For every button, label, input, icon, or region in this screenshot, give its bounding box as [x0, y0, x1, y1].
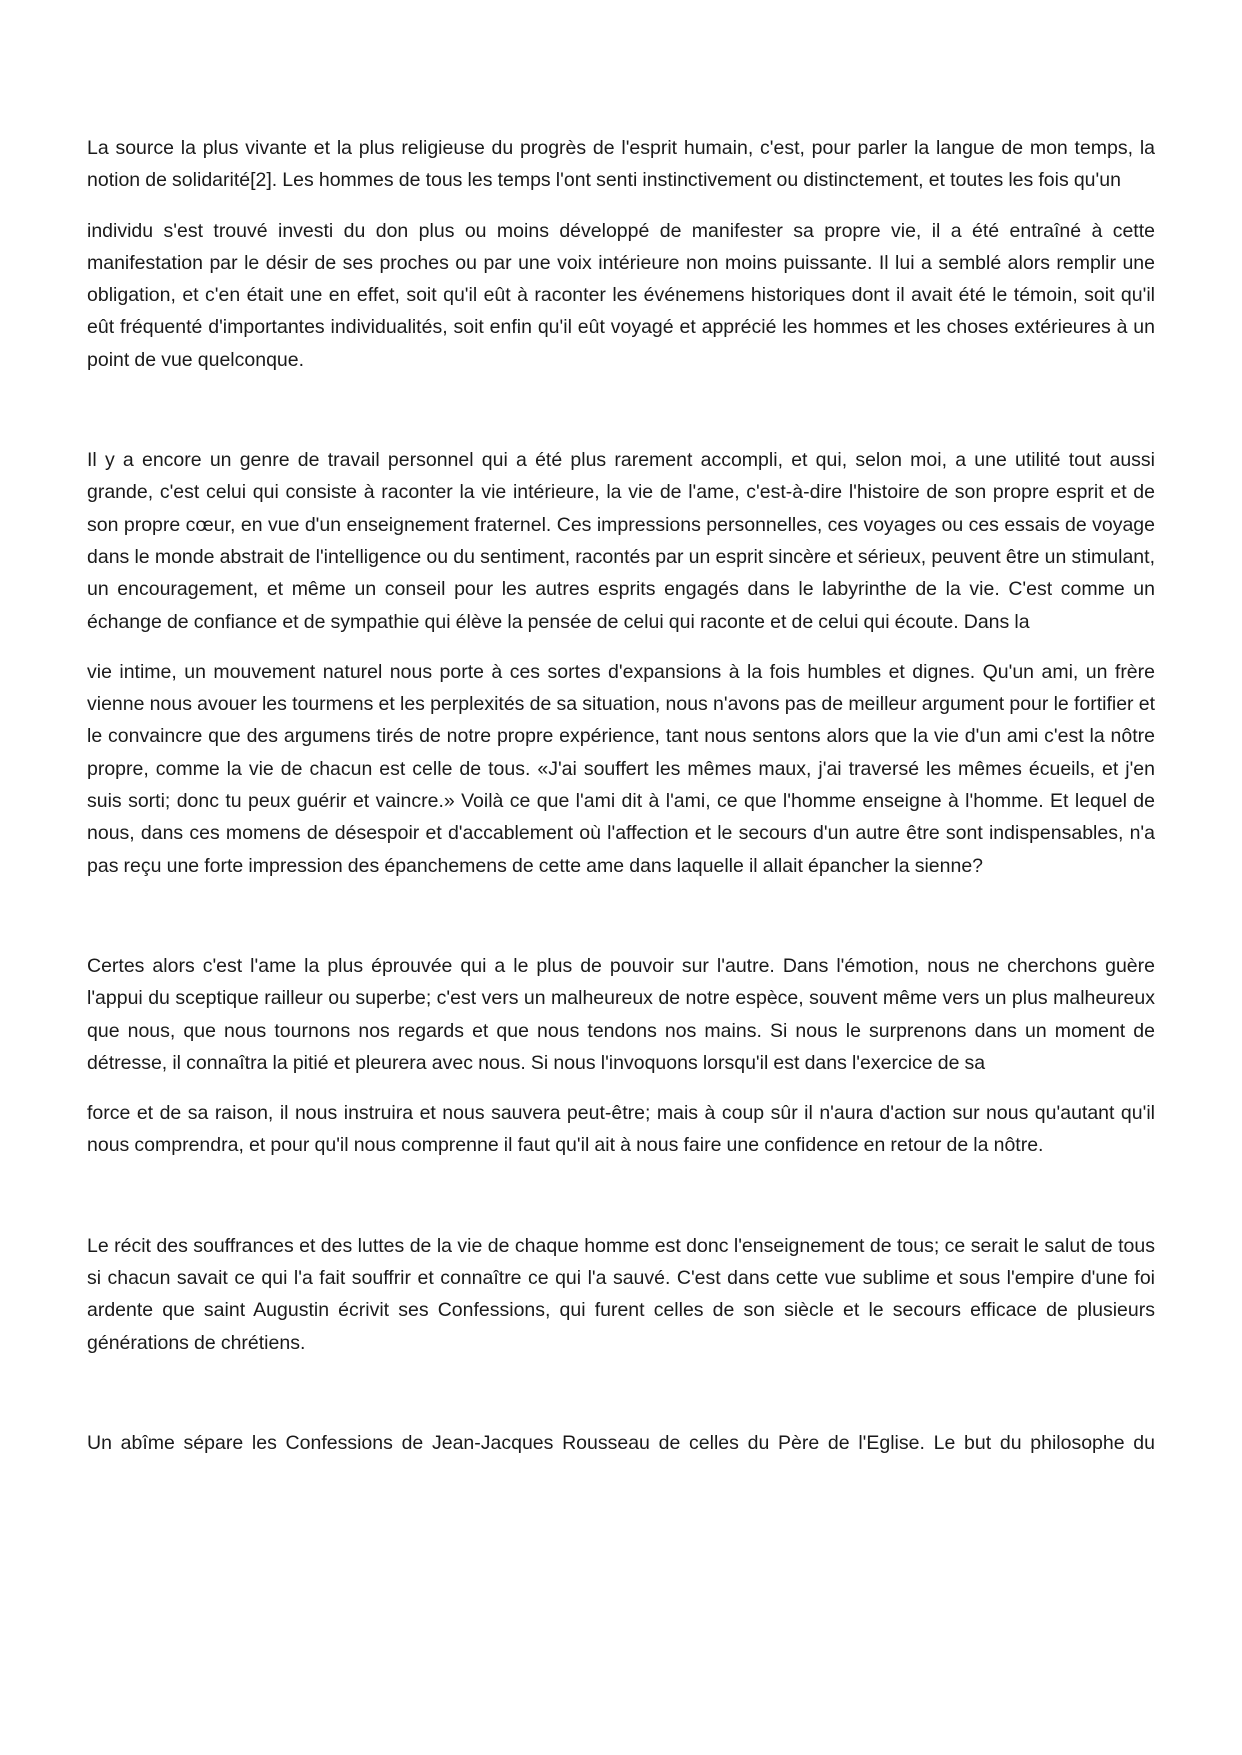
- paragraph-intimate-life: vie intime, un mouvement naturel nous porte à ces sortes d'expansions à la fois humbles et dignes. Qu'un ami, un frère vienne nous avouer les tourmens et les perplexités de sa situation, nous n'avons pas de meilleur argument pour le fortifier et le convaincre que des argumens tirés de notre propre expérience, tant nous sentons alors que la vie d'un ami c'est la nôtre propre, comme la vie de chacun est celle de tous. «J'ai souffert les mêmes maux, j'ai traversé les mêmes écueils, et j'en suis sorti; donc tu peux guérir et vaincre.» Voilà ce que l'ami dit à l'ami, ce que l'homme enseigne à l'homme. Et lequel de nous, dans ces momens de désespoir et d'accablement où l'affection et le secours d'un autre être sont indispensables, n'a pas reçu une forte impression des épanchemens de cette ame dans laquelle il allait épancher la sienne?: [87, 660, 1155, 877]
- section-spacer: [87, 376, 1155, 444]
- paragraph-augustine: Le récit des souffrances et des luttes de la vie de chaque homme est donc l'enseignement de tous; ce serait le salut de tous si chacun savait ce qui l'a fait souffrir et connaître ce qui l'a sauvé. C'est dans cette vue sublime et sous l'empire d'une foi ardente que saint Augustin écrivit ses Confessions, qui furent celles de son siècle et le secours efficace de plusieurs générations de chrétiens.: [87, 1234, 1155, 1354]
- paragraph-inner-life: Il y a encore un genre de travail personnel qui a été plus rarement accompli, et qui, selon moi, a une utilité tout aussi grande, c'est celui qui consiste à raconter la vie intérieure, la vie de l'ame, c'est-à-dire l'histoire de son propre esprit et de son propre cœur, en vue d'un enseignement fraternel. Ces impressions personnelles, ces voyages ou ces essais de voyage dans le monde abstrait de l'intelligence ou du sentiment, racontés par un esprit sincère et sérieux, peuvent être un stimulant, un encouragement, et même un conseil pour les autres esprits engagés dans le labyrinthe de la vie. C'est comme un échange de confiance et de sympathie qui élève la pensée de celui qui raconte et de celui qui écoute. Dans la: [87, 449, 1155, 633]
- paragraph-solidarity: La source la plus vivante et la plus religieuse du progrès de l'esprit humain, c'est, pour parler la langue de mon temps, la notion de solidarité[2]. Les hommes de tous les temps l'ont senti instinctivement ou distinctement, et toutes les fois qu'un: [87, 137, 1155, 192]
- paragraph-rousseau: Un abîme sépare les Confessions de Jean-Jacques Rousseau de celles du Père de l'Eglise. Le but du philosophe du: [87, 1431, 1155, 1454]
- paragraph-spacer: [87, 638, 1155, 656]
- paragraph-strength-reason: force et de sa raison, il nous instruira et nous sauvera peut-être; mais à coup sûr il n'aura d'action sur nous qu'autant qu'il nous comprendra, et pour qu'il nous comprenne il faut qu'il ait à nous faire une confidence en retour de la nôtre.: [87, 1102, 1155, 1157]
- paragraph-manifestation: individu s'est trouvé investi du don plus ou moins développé de manifester sa propre vie, il a été entraîné à cette manifestation par le désir de ses proches ou par une voix intérieure non moins puissante. Il lui a semblé alors remplir une obligation, et c'en était une en effet, soit qu'il eût à raconter les événemens historiques dont il avait été le témoin, soit qu'il eût fréquenté d'importantes individualités, soit enfin qu'il eût voyagé et apprécié les hommes et les choses extérieures à un point de vue quelconque.: [87, 219, 1155, 371]
- document-page: [87, 132, 1155, 1459]
- paragraph-spacer: [87, 197, 1155, 215]
- paragraph-spacer: [87, 1079, 1155, 1097]
- section-spacer: [87, 882, 1155, 950]
- section-spacer: [87, 1162, 1155, 1230]
- paragraph-tested-soul: Certes alors c'est l'ame la plus éprouvée qui a le plus de pouvoir sur l'autre. Dans l'émotion, nous ne cherchons guère l'appui du sceptique railleur ou superbe; c'est vers un malheureux de notre espèce, souvent même vers un plus malheureux que nous, que nous tournons nos regards et que nous tendons nos mains. Si nous le surprenons dans un moment de détresse, il connaîtra la pitié et pleurera avec nous. Si nous l'invoquons lorsqu'il est dans l'exercice de sa: [87, 954, 1155, 1074]
- section-spacer: [87, 1359, 1155, 1427]
